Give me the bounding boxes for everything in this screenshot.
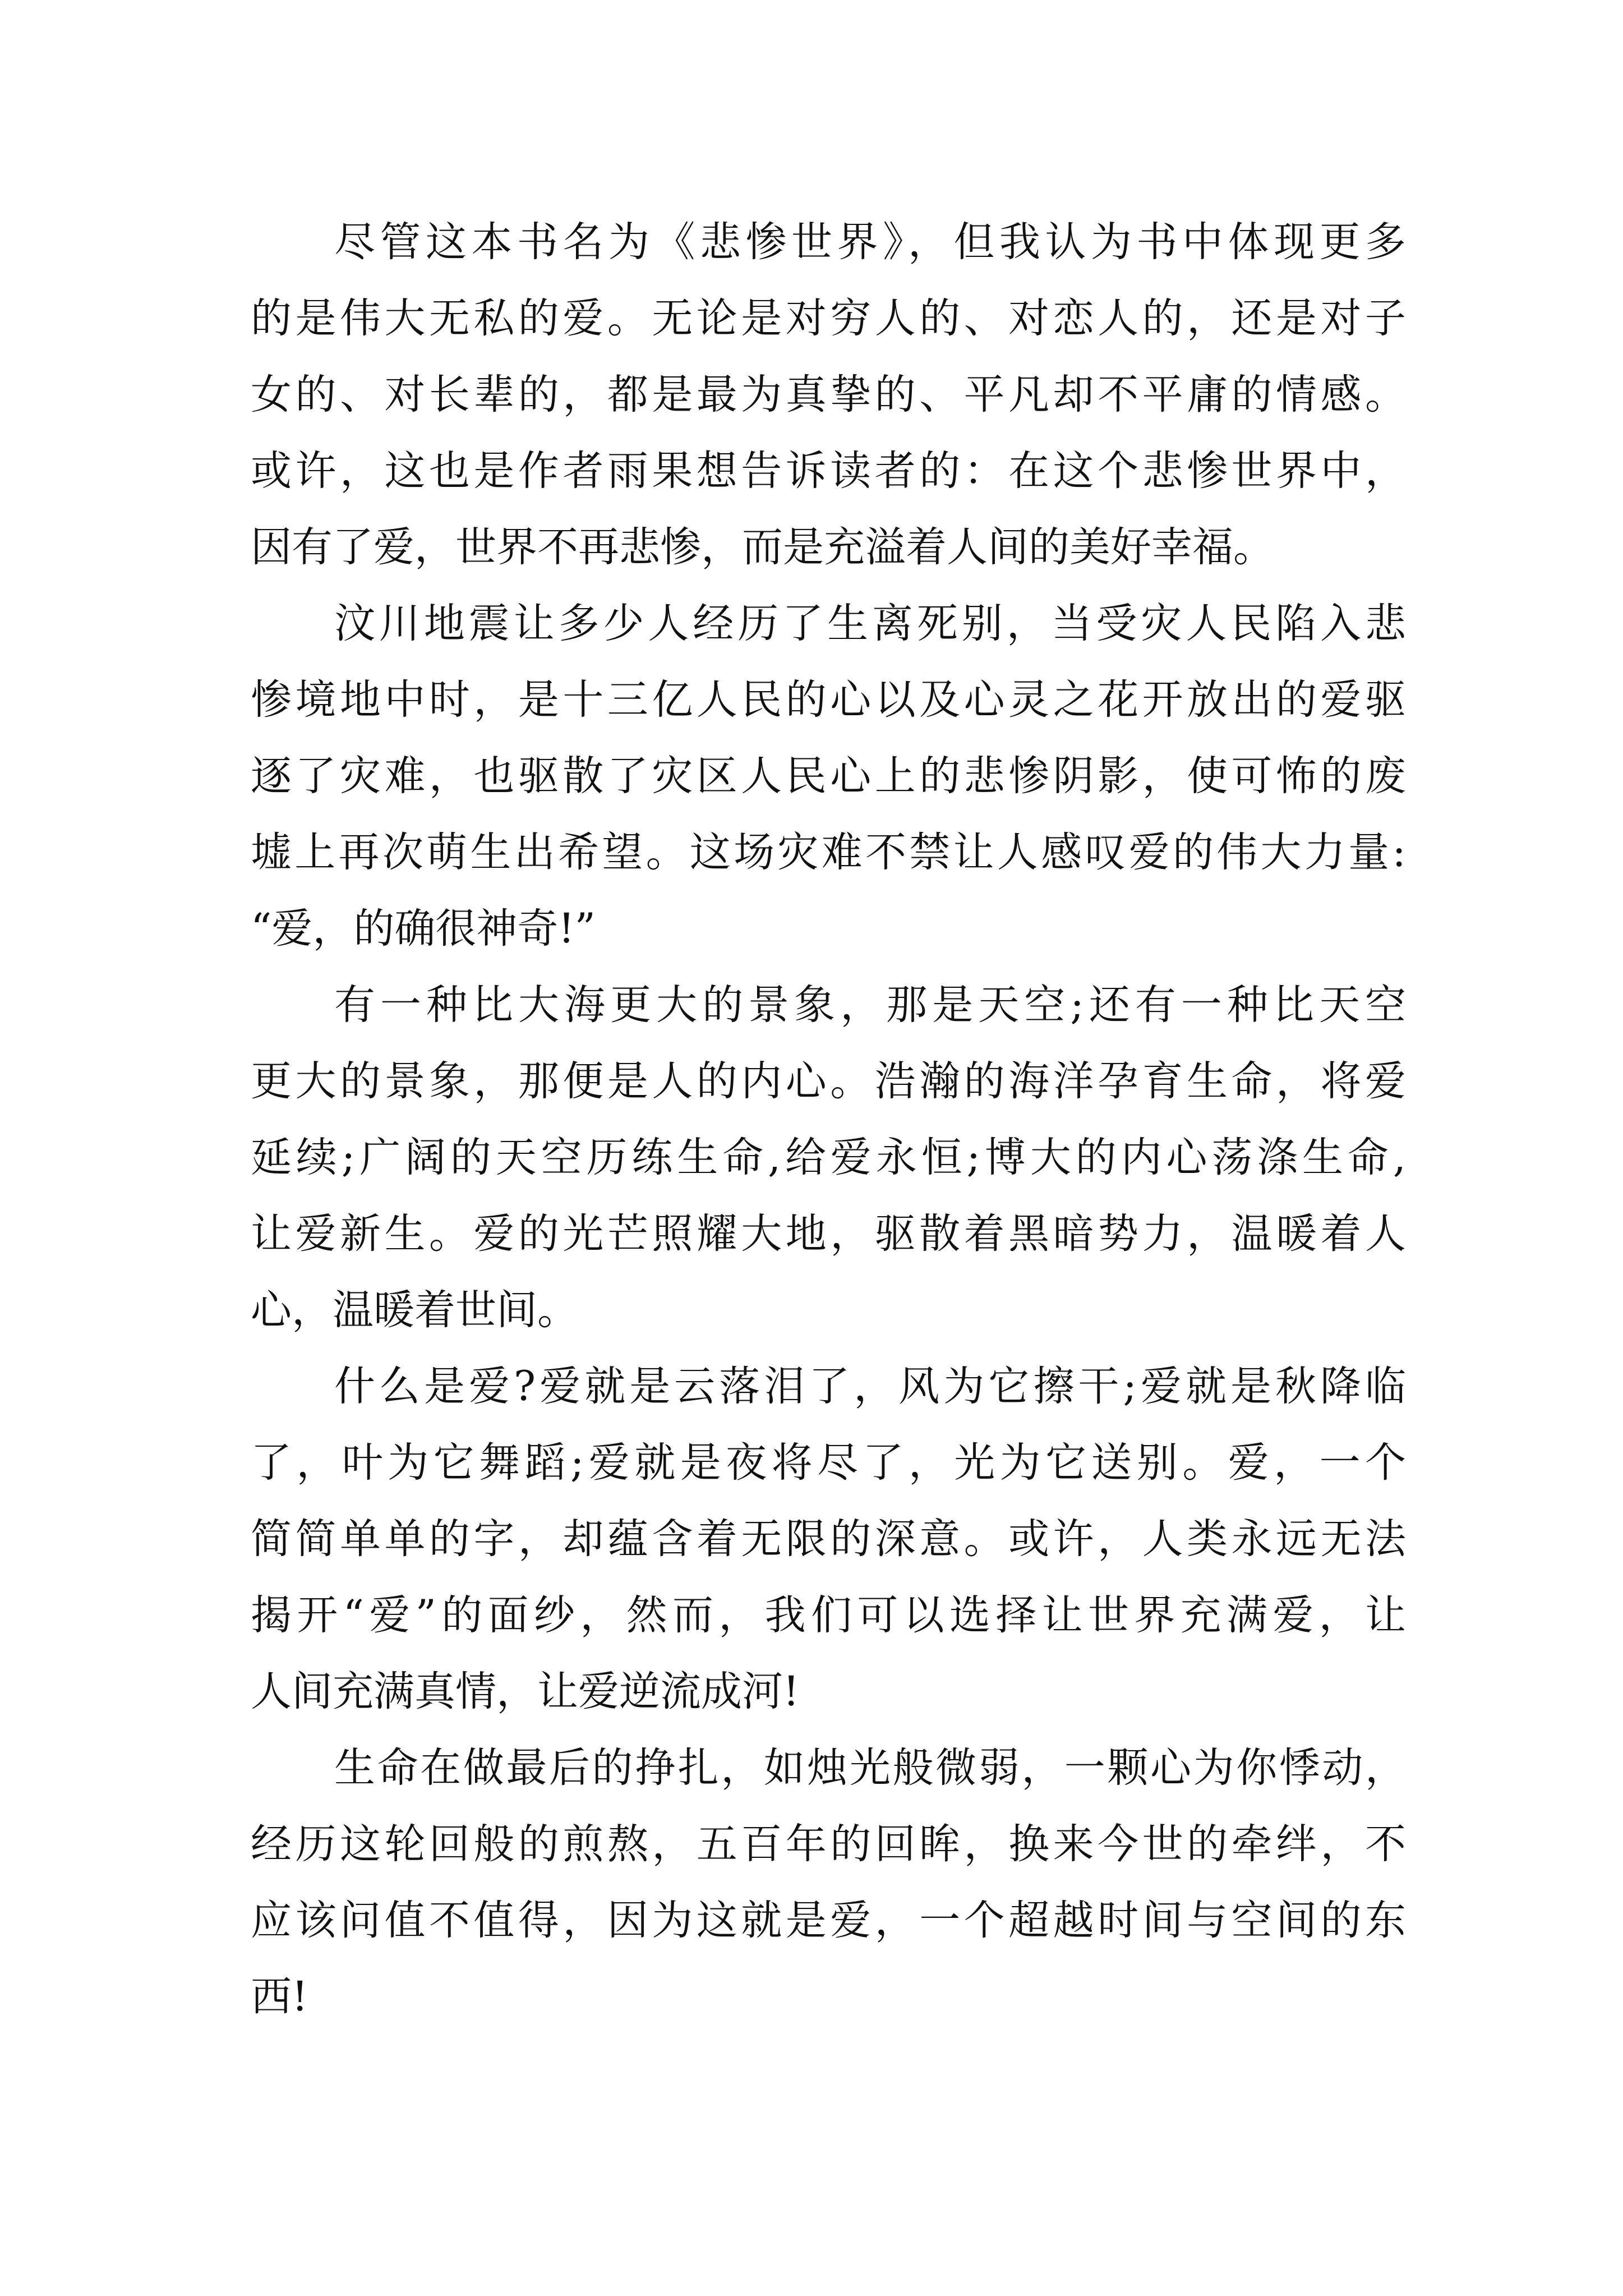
text-line: 因有了爱，世界不再悲惨，而是充溢着人间的美好幸福。 (251, 523, 1274, 571)
text-line: 或许，这也是作者雨果想告诉读者的：在这个悲惨世界中， (251, 447, 1406, 495)
text-line: 西! (251, 1973, 308, 2021)
text-line: 墟上再次萌生出希望。这场灾难不禁让人感叹爱的伟大力量: (251, 829, 1406, 876)
text-line: 简简单单的字，却蕴含着无限的深意。或许，人类永远无法 (251, 1515, 1406, 1563)
text-line: “爱，的确很神奇!” (251, 905, 596, 953)
text-line: 揭开“爱”的面纱，然而，我们可以选择让世界充满爱，让 (251, 1591, 1406, 1639)
text-line: 生命在做最后的挣扎，如烛光般微弱，一颗心为你悸动， (334, 1744, 1406, 1792)
text-line: 让爱新生。爱的光芒照耀大地，驱散着黑暗势力，温暖着人 (251, 1210, 1406, 1258)
text-line: 了，叶为它舞蹈;爱就是夜将尽了，光为它送别。爱，一个 (251, 1439, 1406, 1487)
text-line: 人间充满真情，让爱逆流成河! (251, 1668, 800, 1715)
text-line: 应该问值不值得，因为这就是爱，一个超越时间与空间的东 (251, 1897, 1406, 1944)
text-line: 延续;广阔的天空历练生命,给爱永恒;博大的内心荡涤生命, (251, 1134, 1406, 1181)
text-line: 惨境地中时，是十三亿人民的心以及心灵之花开放出的爱驱 (251, 676, 1406, 724)
text-line: 逐了灾难，也驱散了灾区人民心上的悲惨阴影，使可怖的废 (251, 752, 1406, 800)
text-line: 什么是爱?爱就是云落泪了，风为它擦干;爱就是秋降临 (334, 1363, 1406, 1410)
text-line: 的是伟大无私的爱。无论是对穷人的、对恋人的，还是对子 (251, 295, 1406, 342)
text-line: 更大的景象，那便是人的内心。浩瀚的海洋孕育生命，将爱 (251, 1057, 1406, 1105)
text-line: 汶川地震让多少人经历了生离死别，当受灾人民陷入悲 (334, 600, 1406, 647)
text-line: 有一种比大海更大的景象，那是天空;还有一种比天空 (334, 981, 1406, 1029)
text-line: 女的、对长辈的，都是最为真挚的、平凡却不平庸的情感。 (251, 371, 1406, 418)
text-line: 经历这轮回般的煎熬，五百年的回眸，换来今世的牵绊，不 (251, 1820, 1406, 1868)
text-line: 心，温暖着世间。 (251, 1286, 578, 1334)
text-line: 尽管这本书名为《悲惨世界》，但我认为书中体现更多 (334, 218, 1406, 266)
